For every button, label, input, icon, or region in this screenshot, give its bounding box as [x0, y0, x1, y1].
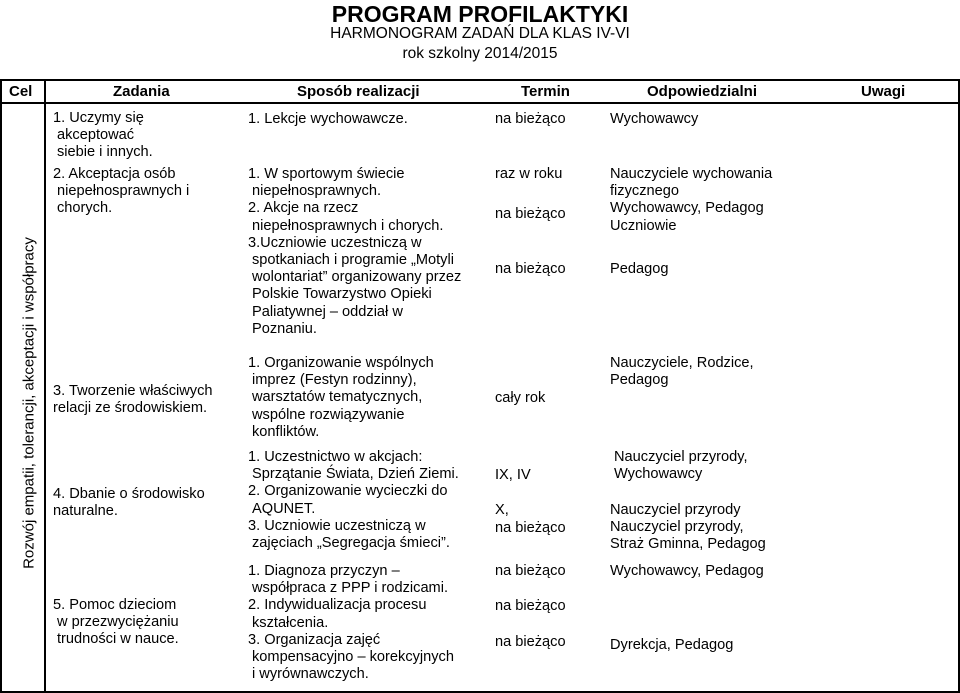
- responsible-line: Nauczyciel przyrody,: [610, 519, 744, 536]
- task-line: relacji ze środowiskiem.: [53, 400, 208, 417]
- method-line: 1. Lekcje wychowawcze.: [248, 111, 408, 127]
- column-header-sposob: Sposób realizacji: [297, 83, 420, 100]
- responsible-group: [610, 502, 766, 554]
- method-line: AQUNET.: [252, 500, 316, 517]
- term-value: X,: [495, 502, 509, 518]
- method-line: niepełnosprawnych.: [252, 183, 381, 200]
- task-line: 1. Uczymy się: [53, 110, 144, 126]
- task-line: chorych.: [57, 200, 113, 217]
- task-line: 3. Tworzenie właściwych: [53, 383, 213, 399]
- responsible-line: Wychowawcy, Pedagog: [610, 200, 764, 217]
- responsible-value: Dyrekcja, Pedagog: [610, 637, 734, 653]
- method-4: [248, 449, 459, 552]
- method-line: 2. Organizowanie wycieczki do: [248, 483, 448, 500]
- method-line: 1. W sportowym świecie: [248, 166, 405, 182]
- method-line: 2. Indywidualizacja procesu: [248, 597, 427, 614]
- method-line: Sprzątanie Świata, Dzień Ziemi.: [252, 466, 459, 483]
- column-header-zadania: Zadania: [113, 83, 170, 100]
- method-line: niepełnosprawnych i chorych.: [252, 217, 444, 234]
- method-1: [248, 111, 408, 128]
- term-value: na bieżąco: [495, 206, 566, 222]
- column-header-termin: Termin: [521, 83, 570, 100]
- method-line: 2. Akcje na rzecz: [248, 200, 359, 217]
- goal-text: Rozwój empatii, tolerancji, akceptacji i współpracy: [20, 237, 38, 569]
- column-header-cel: Cel: [9, 83, 33, 100]
- responsible-value: Wychowawcy: [610, 111, 699, 127]
- responsible-line: Nauczyciele wychowania: [610, 166, 773, 182]
- method-line: kształcenia.: [252, 614, 329, 631]
- term-value: raz w roku: [495, 166, 563, 182]
- term-value: IX, IV: [495, 467, 531, 483]
- term-value: na bieżąco: [495, 634, 566, 650]
- header-bottom-border: [0, 102, 960, 104]
- method-line: 3. Organizacja zajęć: [248, 631, 381, 648]
- method-line: imprez (Festyn rodzinny),: [252, 372, 417, 389]
- method-2: [248, 166, 461, 338]
- method-line: konfliktów.: [252, 423, 320, 440]
- responsible-line: Wychowawcy: [614, 466, 703, 483]
- method-line: 1. Uczestnictwo w akcjach:: [248, 449, 423, 465]
- responsible-group: [610, 355, 754, 389]
- table-left-border: [0, 79, 2, 693]
- task-line: naturalne.: [53, 503, 118, 520]
- method-line: współpraca z PPP i rodzicami.: [252, 580, 449, 597]
- column-divider-cel: [44, 79, 46, 693]
- responsible-line: Pedagog: [610, 372, 669, 389]
- column-header-uwagi: Uwagi: [861, 83, 906, 100]
- term-value: na bieżąco: [495, 261, 566, 277]
- method-line: 3.Uczniowie uczestniczą w: [248, 234, 422, 251]
- term-value: na bieżąco: [495, 520, 566, 536]
- method-line: 1. Diagnoza przyczyn –: [248, 563, 400, 579]
- term-value: na bieżąco: [495, 111, 566, 127]
- method-line: i wyrównawczych.: [252, 666, 369, 683]
- program-title: PROGRAM PROFILAKTYKI: [331, 1, 629, 27]
- task-line: niepełnosprawnych i: [57, 183, 190, 200]
- method-3: [248, 355, 434, 441]
- task-line: akceptować: [57, 127, 135, 144]
- responsible-line: Straż Gminna, Pedagog: [610, 536, 766, 553]
- table-top-border: [0, 79, 960, 81]
- method-line: warsztatów tematycznych,: [252, 389, 423, 406]
- responsible-line: Nauczyciele, Rodzice,: [610, 355, 754, 371]
- task-3: [53, 383, 213, 417]
- term-value: na bieżąco: [495, 563, 566, 579]
- task-line: siebie i innych.: [57, 144, 153, 161]
- method-line: wspólne rozwiązywanie: [252, 406, 405, 423]
- column-header-odpowiedzialni: Odpowiedzialni: [647, 83, 758, 100]
- task-line: trudności w nauce.: [57, 631, 179, 648]
- responsible-line: fizycznego: [610, 183, 679, 200]
- responsible-line: Uczniowie: [610, 217, 677, 234]
- program-subtitle: HARMONOGRAM ZADAŃ DLA KLAS IV-VI: [330, 25, 630, 42]
- task-line: 5. Pomoc dzieciom: [53, 597, 177, 613]
- method-line: Poznaniu.: [252, 320, 317, 337]
- responsible-line: Nauczyciel przyrody: [610, 502, 741, 518]
- method-line: 3. Uczniowie uczestniczą w: [248, 517, 426, 534]
- term-value: cały rok: [495, 390, 546, 406]
- method-line: Polskie Towarzystwo Opieki: [252, 286, 432, 303]
- method-5: [248, 563, 454, 683]
- responsible-value: Pedagog: [610, 261, 669, 277]
- responsible-group: [610, 166, 772, 235]
- task-1: [53, 110, 153, 162]
- responsible-value: Wychowawcy, Pedagog: [610, 563, 764, 579]
- method-line: kompensacyjno – korekcyjnych: [252, 649, 454, 666]
- method-line: spotkaniach i programie „Motyli: [252, 252, 454, 269]
- task-line: w przezwyciężaniu: [57, 614, 179, 631]
- school-year: rok szkolny 2014/2015: [402, 45, 558, 62]
- task-5: [53, 597, 179, 649]
- method-line: zajęciach „Segregacja śmieci”.: [252, 535, 450, 552]
- responsible-line: Nauczyciel przyrody,: [614, 449, 748, 465]
- task-line: 4. Dbanie o środowisko: [53, 486, 205, 502]
- task-line: 2. Akceptacja osób: [53, 166, 176, 182]
- task-4: [53, 486, 205, 520]
- responsible-group: [614, 449, 748, 483]
- method-line: Paliatywnej – oddział w: [252, 303, 403, 320]
- term-value: na bieżąco: [495, 598, 566, 614]
- method-line: 1. Organizowanie wspólnych: [248, 355, 434, 371]
- task-2: [53, 166, 189, 218]
- method-line: wolontariat” organizowany przez: [252, 269, 462, 286]
